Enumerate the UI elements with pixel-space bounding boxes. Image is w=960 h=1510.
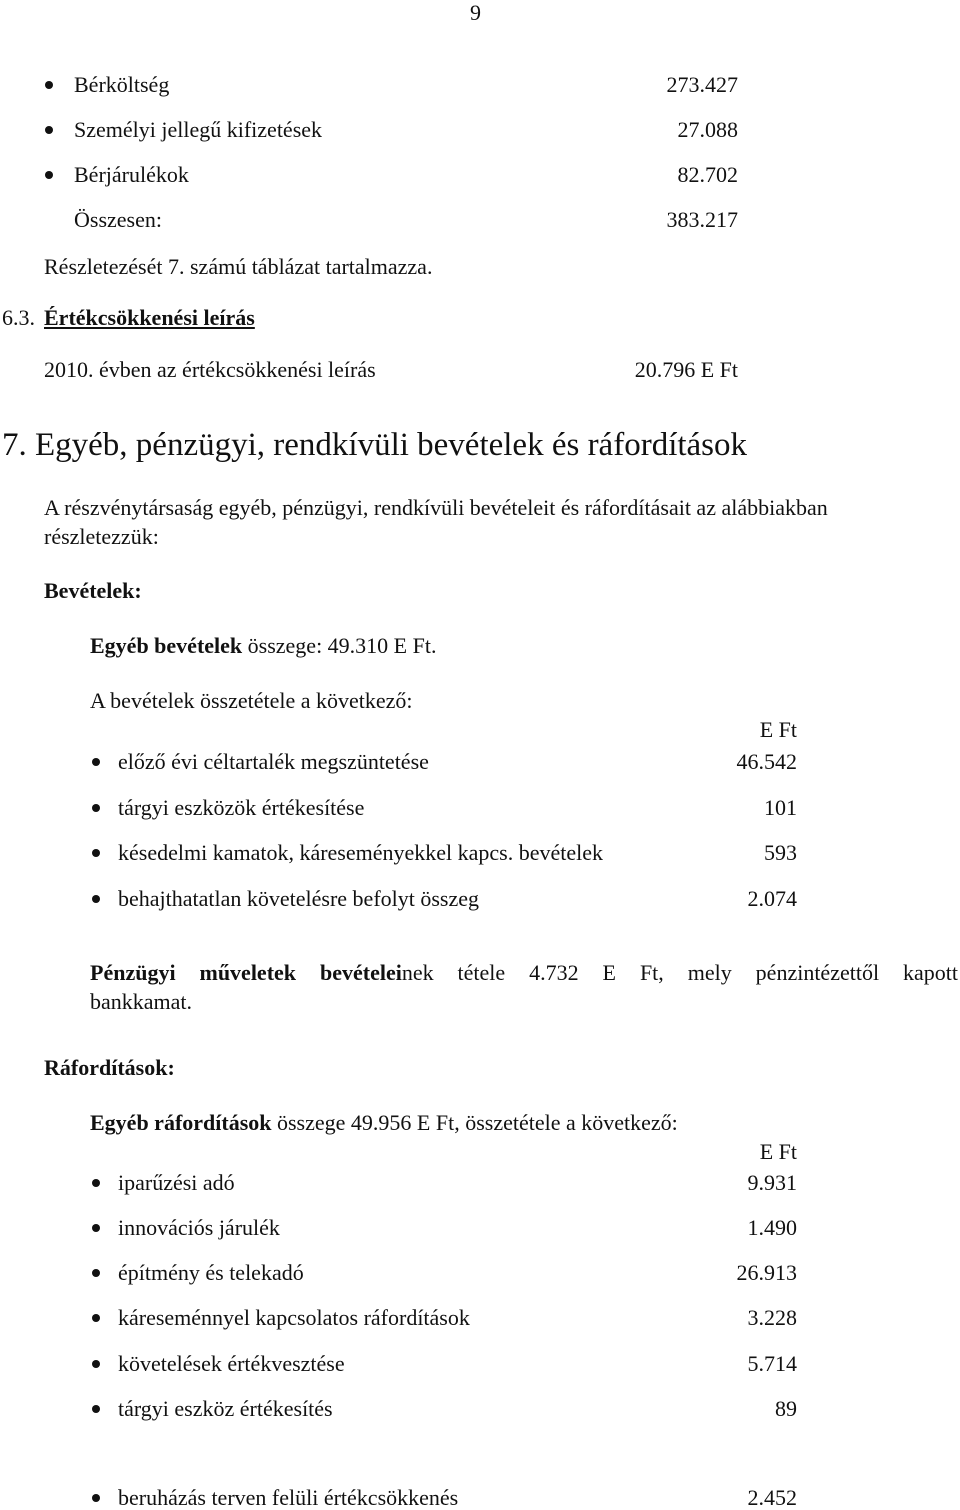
expenses-heading: Ráfordítások:	[44, 1055, 175, 1080]
bullet-icon	[92, 895, 100, 903]
section-title: Értékcsökkenési leírás	[44, 305, 255, 330]
list-item-value: 46.542	[736, 749, 797, 774]
expenses-unit: E Ft	[759, 1139, 797, 1164]
list-item-label: innovációs járulék	[118, 1215, 280, 1240]
bullet-icon	[92, 1360, 100, 1368]
total-value: 383.217	[666, 207, 738, 232]
list-item-value: 273.427	[666, 72, 738, 97]
list-item-label: Bérjárulékok	[74, 162, 189, 187]
list-item-value: 82.702	[677, 162, 738, 187]
list-item-value: 89	[775, 1396, 797, 1421]
other-revenues-label: Egyéb bevételek	[90, 633, 243, 658]
revenues-heading: Bevételek:	[44, 578, 142, 603]
other-expenses-text: összege 49.956 E Ft, összetétele a következő:	[271, 1110, 678, 1135]
page-number: 9	[470, 0, 481, 25]
list-item-value: 27.088	[677, 117, 738, 142]
chapter-heading: 7. Egyéb, pénzügyi, rendkívüli bevételek és ráfordítások	[2, 427, 748, 463]
list-item-label: tárgyi eszközök értékesítése	[118, 795, 365, 820]
total-label: Összesen:	[74, 207, 162, 232]
list-item-value: 5.714	[747, 1351, 797, 1376]
bullet-icon	[92, 1224, 100, 1232]
bullet-icon	[45, 171, 53, 179]
financial-revenues-text: nek tétele 4.732 E Ft, mely pénzintézettől kapott	[401, 960, 958, 985]
list-item-label: Bérköltség	[74, 72, 170, 97]
detail-note: Részletezését 7. számú táblázat tartalmazza.	[44, 254, 433, 279]
financial-revenues-line1	[90, 962, 958, 984]
list-item-label: tárgyi eszköz értékesítés	[118, 1396, 333, 1421]
list-item-value: 2.074	[747, 886, 797, 911]
bullet-icon	[92, 1314, 100, 1322]
list-item-label: behajthatatlan követelésre befolyt összeg	[118, 886, 480, 911]
bullet-icon	[92, 1269, 100, 1277]
list-item-label: követelések értékvesztése	[118, 1351, 345, 1376]
section-number: 6.3.	[2, 305, 35, 330]
list-item-label: késedelmi kamatok, káreseményekkel kapcs. bevételek	[118, 840, 604, 865]
bullet-icon	[92, 804, 100, 812]
other-expenses-line	[90, 1112, 678, 1134]
chapter-intro-line2: részletezzük:	[44, 524, 159, 549]
chapter-intro-line1: A részvénytársaság egyéb, pénzügyi, rendkívüli bevételeit és ráfordításait az alábbiakban	[44, 495, 828, 520]
list-item-value: 9.931	[747, 1170, 797, 1195]
list-item-label: iparűzési adó	[118, 1170, 235, 1195]
list-item-label: káreseménnyel kapcsolatos ráfordítások	[118, 1305, 470, 1330]
list-item-value: 1.490	[747, 1215, 797, 1240]
financial-revenues-line2: bankkamat.	[90, 989, 193, 1014]
other-revenues-amount: összege: 49.310 E Ft.	[242, 633, 437, 658]
list-item-value: 2.452	[747, 1485, 797, 1510]
other-revenues-line	[90, 635, 436, 657]
financial-revenues-label: Pénzügyi műveletek bevételei	[90, 960, 402, 985]
list-item-value: 593	[764, 840, 797, 865]
bullet-icon	[92, 849, 100, 857]
list-item-label: építmény és telekadó	[118, 1260, 304, 1285]
bullet-icon	[92, 1494, 100, 1502]
list-item-value: 3.228	[747, 1305, 797, 1330]
revenues-composition-text: A bevételek összetétele a következő:	[90, 688, 413, 713]
bullet-icon	[45, 81, 53, 89]
list-item-label: előző évi céltartalék megszüntetése	[118, 749, 429, 774]
list-item-label: Személyi jellegű kifizetések	[74, 117, 323, 142]
depreciation-value: 20.796 E Ft	[634, 357, 738, 382]
list-item-value: 101	[764, 795, 797, 820]
other-expenses-label: Egyéb ráfordítások	[90, 1110, 272, 1135]
bullet-icon	[45, 126, 53, 134]
list-item-label: beruházás terven felüli értékcsökkenés	[118, 1485, 459, 1510]
bullet-icon	[92, 1179, 100, 1187]
bullet-icon	[92, 1405, 100, 1413]
bullet-icon	[92, 758, 100, 766]
depreciation-text: 2010. évben az értékcsökkenési leírás	[44, 357, 376, 382]
revenues-unit: E Ft	[759, 717, 797, 742]
list-item-value: 26.913	[736, 1260, 797, 1285]
